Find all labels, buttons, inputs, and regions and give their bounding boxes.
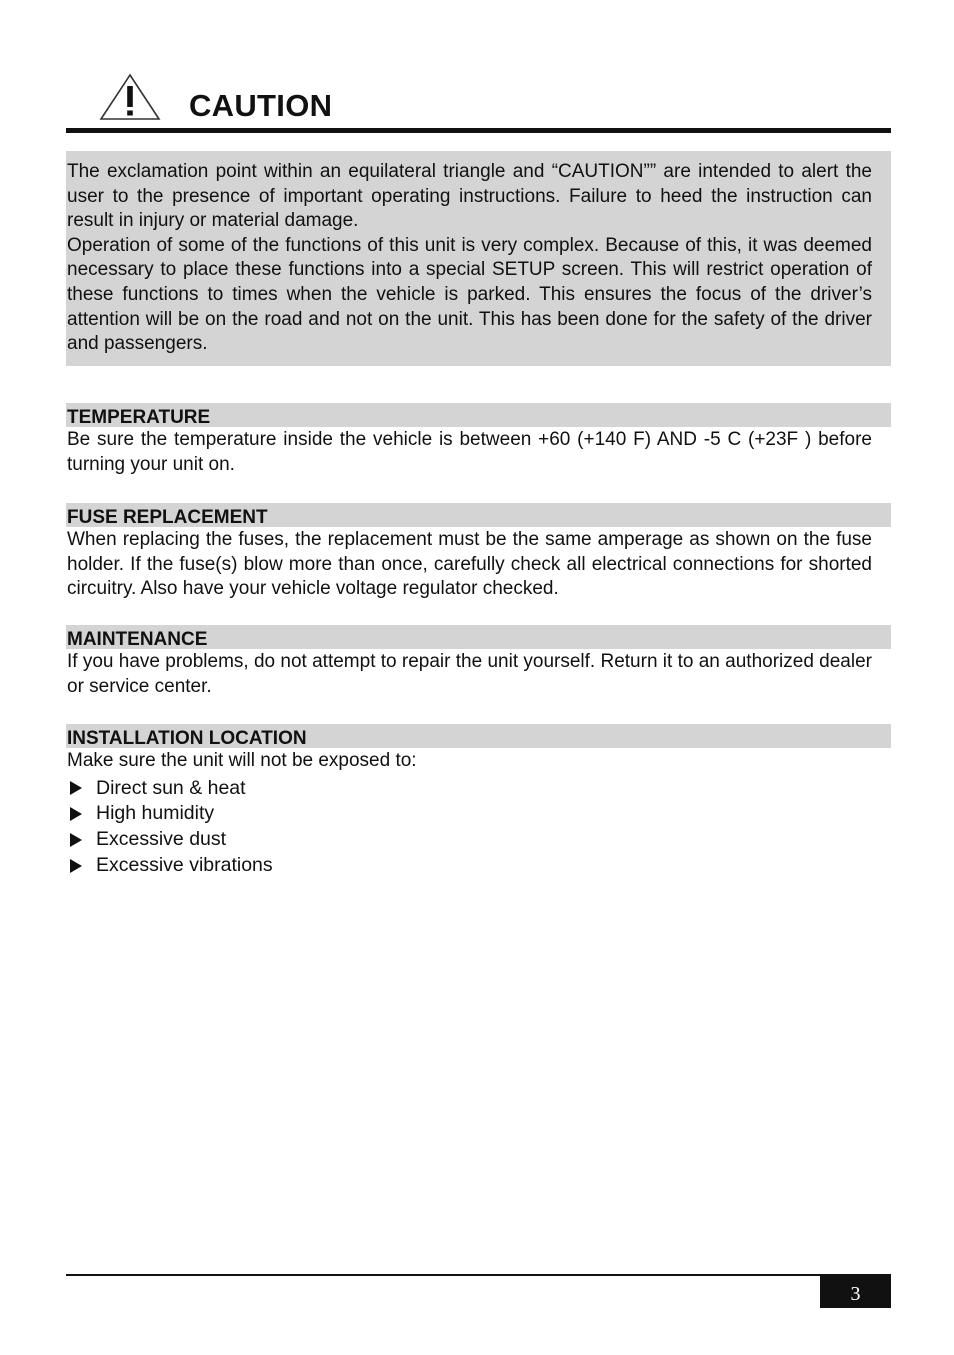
caution-intro-box — [66, 151, 891, 366]
intro-paragraph-1: The exclamation point within an equilateral triangle and “CAUTION”” are intended to alert the user to the presence of important operating instructions. Failure to heed the instruction can result in injury or material damage. — [67, 161, 872, 232]
maintenance-heading: MAINTENANCE — [66, 625, 891, 649]
installation-location-section — [66, 724, 891, 878]
bullet-arrow-icon — [70, 807, 82, 821]
list-item — [66, 801, 891, 827]
installation-location-heading: INSTALLATION LOCATION — [66, 724, 891, 748]
list-item — [66, 776, 891, 802]
list-item — [66, 827, 891, 853]
temperature-text: Be sure the temperature inside the vehicle is between +60 (+140 F) AND -5 C (+23F ) before turning your unit on. — [67, 429, 872, 475]
list-item-label: Excessive dust — [96, 828, 227, 850]
bullet-arrow-icon — [70, 859, 82, 873]
fuse-replacement-section — [66, 503, 891, 602]
temperature-heading: TEMPERATURE — [66, 403, 891, 427]
list-item-label: Excessive vibrations — [96, 853, 273, 876]
bullet-arrow-icon — [70, 833, 82, 847]
temperature-section — [66, 403, 891, 477]
maintenance-section — [66, 625, 891, 699]
fuse-replacement-heading: FUSE REPLACEMENT — [66, 503, 891, 527]
page-title: CAUTION — [189, 88, 333, 123]
caution-header — [66, 70, 891, 134]
intro-paragraph-2: Operation of some of the functions of this unit is very complex. Because of this, it was deemed necessary to place these functions into a special SETUP screen. This will restrict operation of these functions to times when the vehicle is parked. This ensures the focus of the driver’s attention will be on the road and not on the unit. This has been done for the safety of the driver and passengers. — [67, 234, 872, 355]
list-item — [66, 853, 891, 879]
bullet-arrow-icon — [70, 781, 82, 795]
list-item-label: Direct sun & heat — [96, 776, 246, 799]
installation-location-text: Make sure the unit will not be exposed to: — [67, 750, 417, 771]
warning-triangle-icon — [98, 72, 162, 122]
exposure-list — [66, 776, 891, 879]
list-item-label: High humidity — [96, 802, 215, 825]
footer-rule — [66, 1274, 891, 1276]
page-number: 3 — [820, 1274, 891, 1308]
fuse-replacement-text: When replacing the fuses, the replacement must be the same amperage as shown on the fuse holder. If the fuse(s) blow more than once, carefully check all electrical connections for shorted circuitry. Also have your vehicle voltage regulator checked. — [67, 529, 872, 600]
maintenance-text: If you have problems, do not attempt to repair the unit yourself. Return it to an authorized dealer or service center. — [67, 651, 872, 697]
title-rule — [66, 128, 891, 133]
